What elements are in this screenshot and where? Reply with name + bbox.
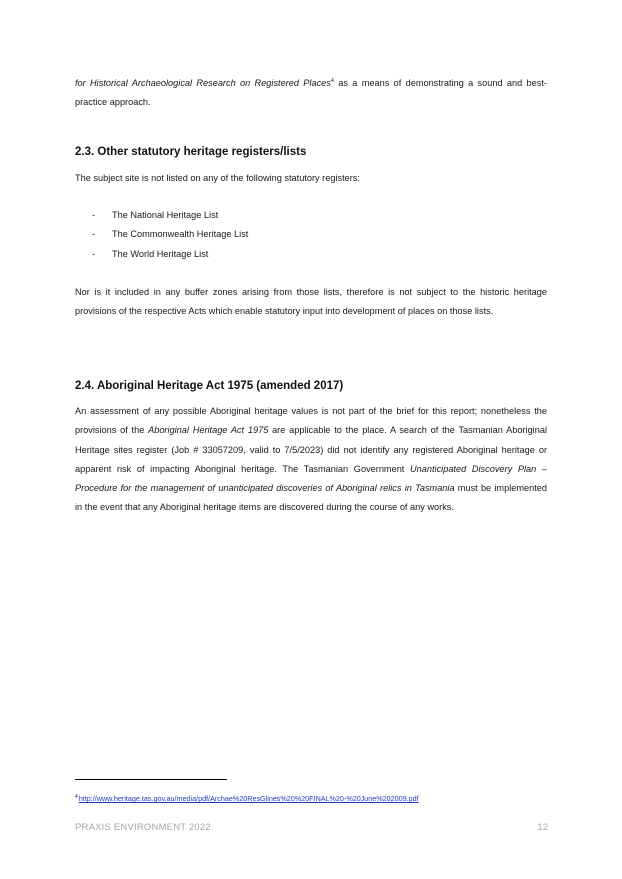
footer-company: PRAXIS ENVIRONMENT 2022 (75, 822, 211, 833)
footnote-number: 4 (75, 794, 78, 800)
intro-text: as a means of demonstrating a sound and best-practice approach. (75, 78, 547, 108)
section-2-3-lead: The subject site is not listed on any of the following statutory registers: (75, 173, 360, 183)
list-item: - The World Heritage List (92, 245, 248, 264)
bullet-dash: - (92, 210, 96, 220)
section-2-4-heading: 2.4. Aboriginal Heritage Act 1975 (amended 2017) (75, 380, 344, 392)
act-title: Aboriginal Heritage Act 1975 (148, 425, 269, 436)
list-item: - The National Heritage List (92, 206, 248, 225)
footnote-link[interactable]: http://www.heritage.tas.gov.au/media/pdf/Archae%20ResGlines%20%20FINAL%20-%20June%202009.pdf (78, 794, 419, 803)
registers-list (92, 206, 248, 264)
page-number: 12 (537, 822, 548, 833)
section-2-3-heading: 2.3. Other statutory heritage registers/lists (75, 146, 307, 158)
section-2-4-paragraph: An assessment of any possible Aboriginal heritage values is not part of the brief for this report; nonetheless the provisions of the Aboriginal Heritage Act 1975 are applicable to the place. A search of the Tasmanian Aboriginal Heritage sites register (Job # 33057209, valid to 7/5/2023) did not identify any registered Aboriginal heritage or apparent risk of impacting Aboriginal heritage. The Tasmanian Government Unanticipated Discovery Plan – Procedure for the management of unanticipated discoveries of Aboriginal relics in Tasmania must be implemented in the event that any Aboriginal heritage items are discovered during the course of any works. (75, 406, 547, 513)
bullet-dash: - (92, 229, 96, 240)
section-2-3-closing: Nor is it included in any buffer zones arising from those lists, therefore is not subject to the historic heritage provisions of the respective Acts which enable statutory input into development of places on those lists. (75, 287, 547, 317)
guideline-title: for Historical Archaeological Research on Registered Places (75, 78, 331, 88)
discovery-plan-title: Unanticipated Discovery Plan – Procedure for the management of unanticipated discoveries of Aboriginal relics in Tasmania (75, 463, 547, 494)
bullet-dash: - (92, 248, 96, 259)
list-item: - The Commonwealth Heritage List (92, 225, 248, 244)
footnote-reference[interactable]: 4 (330, 78, 334, 84)
footnote (75, 792, 419, 804)
footnote-divider (75, 779, 227, 780)
intro-paragraph (75, 72, 547, 113)
